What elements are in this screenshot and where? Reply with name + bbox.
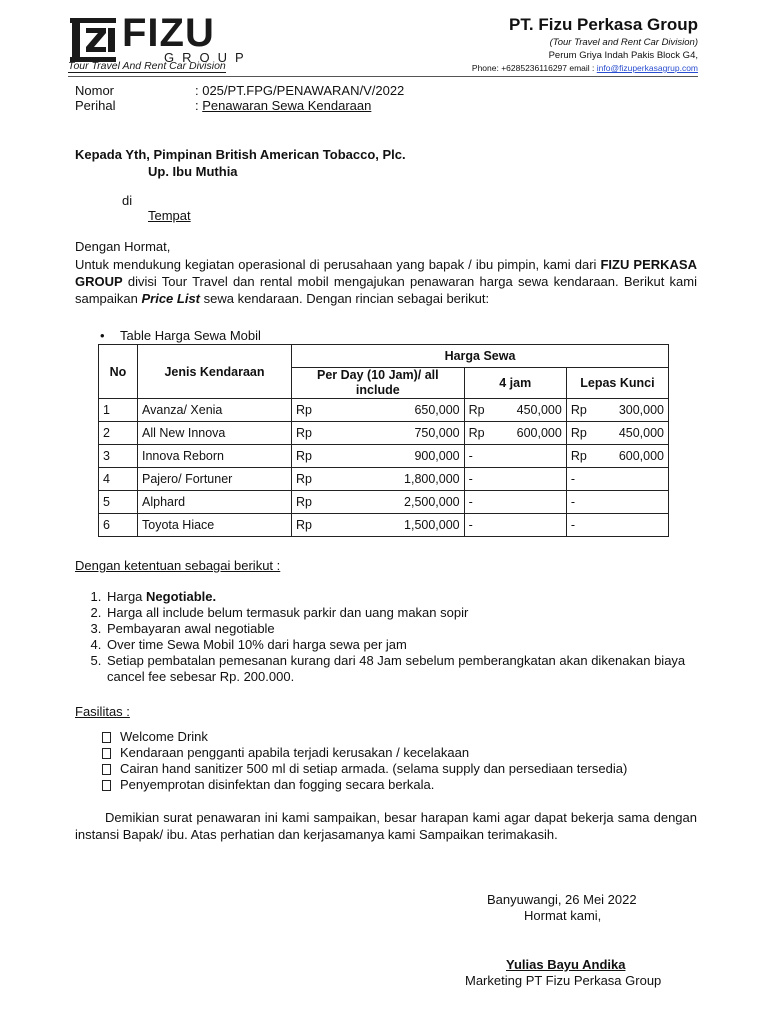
table-row bbox=[99, 514, 669, 537]
fizu-logo-icon bbox=[70, 18, 116, 62]
table-cell-vehicle: Avanza/ Xenia bbox=[138, 399, 292, 422]
checkbox-glyph-icon bbox=[102, 764, 111, 775]
table-cell-currency: Rp bbox=[566, 399, 615, 422]
list-item: 5. Setiap pembatalan pemesanan kurang dari 48 Jam sebelum pemberangkatan akan dikenakan biaya cancel fee sebesar Rp. 200.000. bbox=[105, 653, 697, 685]
recipient-tempat: Tempat bbox=[148, 208, 191, 223]
table-cell-currency: Rp bbox=[292, 491, 341, 514]
table-cell-price: 1,500,000 bbox=[340, 514, 464, 537]
closing-paragraph: Demikian surat penawaran ini kami sampaikan, besar harapan kami agar dapat bekerja sama dengan instansi Bapak/ ibu. Atas perhatian dan kerjasamanya kami Sampaikan terimakasih. bbox=[75, 810, 697, 842]
table-row bbox=[99, 491, 669, 514]
terms-list bbox=[85, 589, 697, 685]
table-bullet: • bbox=[100, 328, 105, 343]
company-logo bbox=[68, 11, 252, 74]
table-cell-currency: - bbox=[464, 468, 513, 491]
list-item: 2. Harga all include belum termasuk parkir dan uang makan sopir bbox=[105, 605, 697, 621]
col-lepas-kunci: Lepas Kunci bbox=[566, 368, 668, 399]
table-cell-currency: - bbox=[566, 491, 615, 514]
table-cell-price: 750,000 bbox=[340, 422, 464, 445]
table-cell-price bbox=[615, 491, 669, 514]
table-cell-vehicle: All New Innova bbox=[138, 422, 292, 445]
table-cell-currency: Rp bbox=[292, 422, 341, 445]
table-title: Table Harga Sewa Mobil bbox=[120, 328, 261, 343]
logo-group-text: GROUP bbox=[164, 50, 252, 65]
table-cell-currency: Rp bbox=[464, 399, 513, 422]
table-cell-price: 600,000 bbox=[513, 422, 567, 445]
company-email-link[interactable]: info@fizuperkasagrup.com bbox=[596, 63, 698, 73]
table-cell-price: 900,000 bbox=[340, 445, 464, 468]
perihal-value-line: : Penawaran Sewa Kendaraan bbox=[195, 98, 372, 113]
table-cell-no: 4 bbox=[99, 468, 138, 491]
table-cell-no: 2 bbox=[99, 422, 138, 445]
table-cell-price bbox=[513, 514, 567, 537]
table-cell-currency: Rp bbox=[566, 445, 615, 468]
table-cell-currency: - bbox=[464, 514, 513, 537]
col-4jam: 4 jam bbox=[464, 368, 566, 399]
header-divider bbox=[68, 76, 698, 77]
table-cell-currency: Rp bbox=[566, 422, 615, 445]
greeting: Dengan Hormat, bbox=[75, 239, 171, 254]
table-row bbox=[99, 399, 669, 422]
table-cell-no: 1 bbox=[99, 399, 138, 422]
checkbox-glyph-icon bbox=[102, 780, 111, 791]
table-row bbox=[99, 422, 669, 445]
table-cell-currency: Rp bbox=[292, 514, 341, 537]
col-harga-sewa: Harga Sewa bbox=[292, 345, 669, 368]
table-row bbox=[99, 468, 669, 491]
nomor-label: Nomor bbox=[75, 83, 115, 98]
table-cell-price: 450,000 bbox=[615, 422, 669, 445]
list-item: Cairan hand sanitizer 500 ml di setiap armada. (selama supply dan persediaan tersedia) bbox=[100, 761, 700, 777]
checkbox-glyph-icon bbox=[102, 732, 111, 743]
table-cell-price bbox=[513, 491, 567, 514]
nomor-value: : 025/PT.FPG/PENAWARAN/V/2022 bbox=[195, 83, 405, 98]
logo-wordmark: FIZU bbox=[122, 11, 215, 55]
price-table bbox=[98, 344, 669, 537]
company-address: Perum Griya Indah Pakis Block G4, bbox=[548, 50, 698, 61]
table-cell-price bbox=[615, 514, 669, 537]
table-row bbox=[99, 445, 669, 468]
table-cell-vehicle: Pajero/ Fortuner bbox=[138, 468, 292, 491]
company-contact bbox=[472, 62, 698, 75]
list-item: 4. Over time Sewa Mobil 10% dari harga sewa per jam bbox=[105, 637, 697, 653]
company-subtitle: (Tour Travel and Rent Car Division) bbox=[549, 37, 698, 48]
facilities-list bbox=[100, 729, 700, 793]
signer-title: Marketing PT Fizu Perkasa Group bbox=[465, 973, 662, 988]
signer-name: Yulias Bayu Andika bbox=[506, 957, 626, 972]
table-cell-price bbox=[513, 445, 567, 468]
table-cell-currency: Rp bbox=[464, 422, 513, 445]
table-cell-no: 5 bbox=[99, 491, 138, 514]
table-cell-vehicle: Alphard bbox=[138, 491, 292, 514]
table-cell-currency: Rp bbox=[292, 445, 341, 468]
table-cell-price bbox=[513, 468, 567, 491]
logo-tagline: Tour Travel And Rent Car Division bbox=[68, 60, 226, 72]
col-no: No bbox=[99, 345, 138, 399]
list-item: Penyemprotan disinfektan dan fogging secara berkala. bbox=[100, 777, 700, 793]
list-item: 1. Harga Negotiable. bbox=[105, 589, 697, 605]
table-cell-currency: - bbox=[464, 491, 513, 514]
table-cell-currency: - bbox=[464, 445, 513, 468]
list-item: Kendaraan pengganti apabila terjadi kerusakan / kecelakaan bbox=[100, 745, 700, 761]
table-cell-price: 600,000 bbox=[615, 445, 669, 468]
regards: Hormat kami, bbox=[524, 908, 602, 923]
table-cell-currency: Rp bbox=[292, 399, 341, 422]
table-cell-price: 1,800,000 bbox=[340, 468, 464, 491]
terms-title: Dengan ketentuan sebagai berikut : bbox=[75, 558, 281, 573]
company-name: PT. Fizu Perkasa Group bbox=[509, 15, 698, 34]
recipient-di: di bbox=[122, 193, 133, 208]
company-phone: Phone: +6285236116297 email : bbox=[471, 63, 597, 73]
intro-paragraph: Untuk mendukung kegiatan operasional di perusahaan yang bapak / ibu pimpin, kami dari FIZU PERKASA GROUP divisi Tour Travel dan rental mobil mengajukan penawaran harga sewa kendaraan. Berikut kami sampaikan Price List sewa kendaraan. Dengan rincian sebagai berikut: bbox=[75, 257, 697, 306]
company-header bbox=[472, 14, 698, 75]
col-perday: Per Day (10 Jam)/ all include bbox=[292, 368, 465, 399]
table-cell-price: 2,500,000 bbox=[340, 491, 464, 514]
facilities-title: Fasilitas : bbox=[75, 704, 130, 719]
table-cell-price bbox=[615, 468, 669, 491]
table-cell-vehicle: Toyota Hiace bbox=[138, 514, 292, 537]
table-cell-no: 3 bbox=[99, 445, 138, 468]
table-cell-price: 650,000 bbox=[340, 399, 464, 422]
list-item: 3. Pembayaran awal negotiable bbox=[105, 621, 697, 637]
list-item: Welcome Drink bbox=[100, 729, 700, 745]
table-cell-price: 450,000 bbox=[513, 399, 567, 422]
checkbox-glyph-icon bbox=[102, 748, 111, 759]
perihal-label: Perihal bbox=[75, 98, 116, 113]
table-cell-price: 300,000 bbox=[615, 399, 669, 422]
perihal-value: Penawaran Sewa Kendaraan bbox=[202, 98, 372, 113]
table-cell-no: 6 bbox=[99, 514, 138, 537]
table-cell-vehicle: Innova Reborn bbox=[138, 445, 292, 468]
table-cell-currency: Rp bbox=[292, 468, 341, 491]
recipient-attention: Up. Ibu Muthia bbox=[148, 164, 238, 179]
table-cell-currency: - bbox=[566, 514, 615, 537]
recipient-line: Kepada Yth, Pimpinan British American Tobacco, Plc. bbox=[75, 147, 406, 162]
table-cell-currency: - bbox=[566, 468, 615, 491]
col-jenis: Jenis Kendaraan bbox=[138, 345, 292, 399]
place-date: Banyuwangi, 26 Mei 2022 bbox=[487, 892, 637, 907]
